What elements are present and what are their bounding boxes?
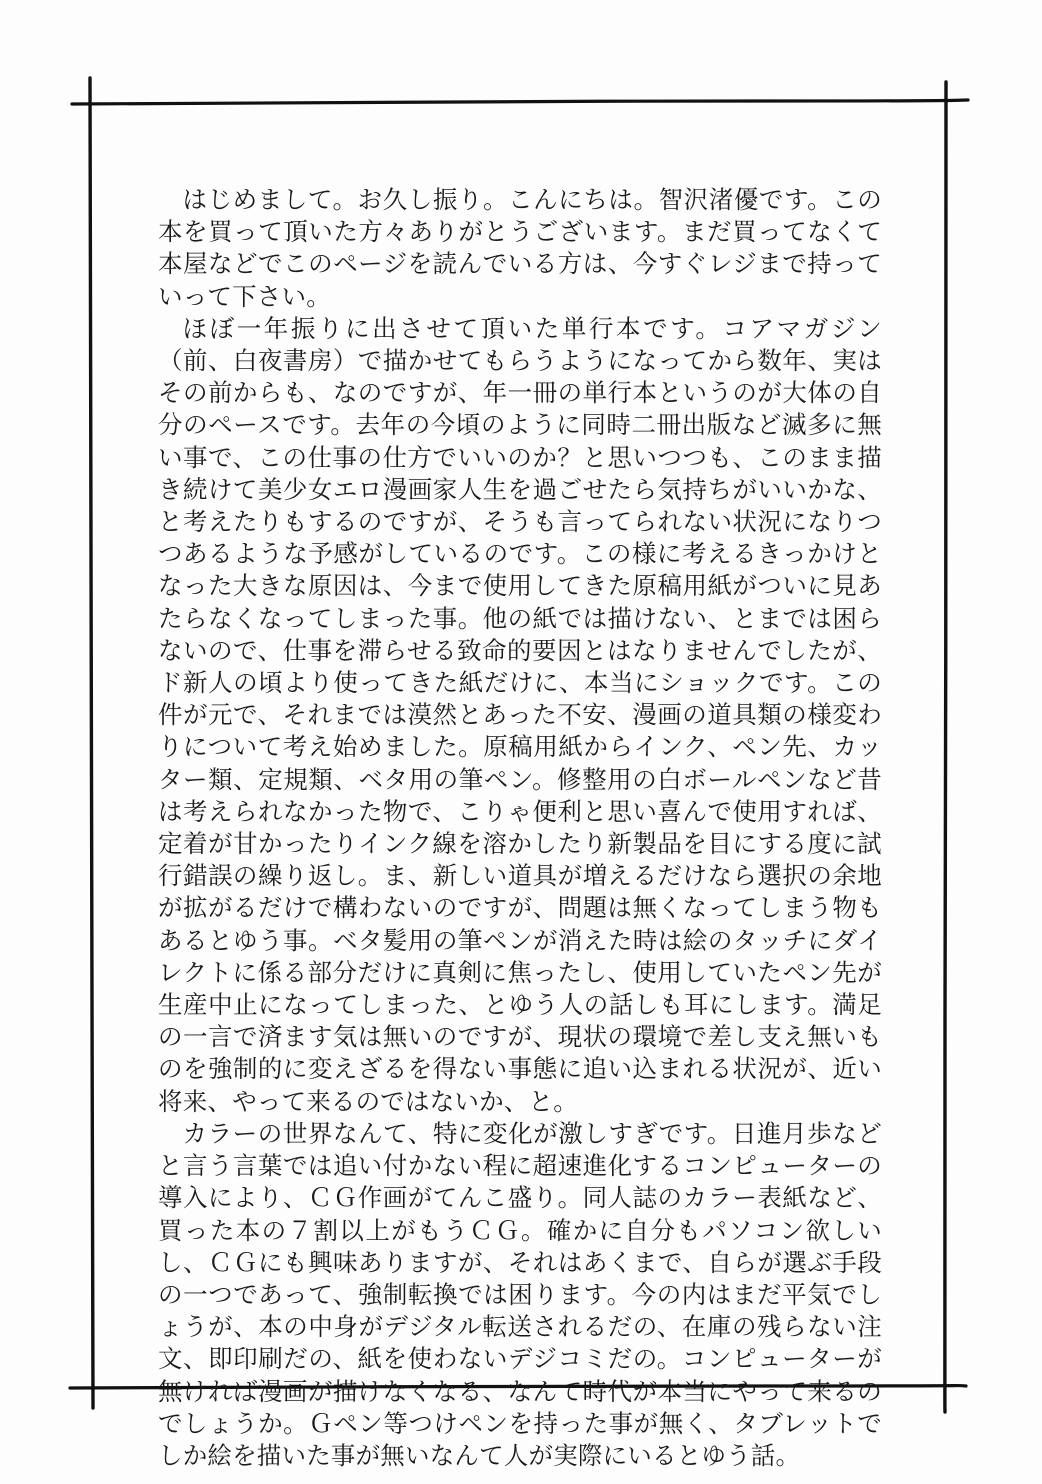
afterword-paragraph-3: カラーの世界なんて、特に変化が激しすぎです。日進月歩などと言う言葉では追い付かない程に超速進化するコンピューターの導入により、ＣＧ作画がてんこ盛り。同人誌のカラー表紙など、買った本の７割以上がもうＣＧ。確かに自分もパソコン欲しいし、ＣＧにも興味ありますが、それはあくまで、自らが選ぶ手段の一つであって、強制転換では困ります。今の内はまだ平気でしょうが、本の中身がデジタル転送されるだの、在庫の残らない注文、即印刷だの、紙を使わないデジコミだの。コンピューターが無ければ漫画が描けなくなる、なんて時代が本当にやって来るのでしょうか。Ｇペン等つけペンを持った事が無く、タブレットでしか絵を描いた事が無いなんて人が実際にいるとゆう話。	[158, 1118, 882, 1470]
frame-right-line	[944, 82, 946, 1412]
afterword-paragraph-2: ほぼ一年振りに出させて頂いた単行本です。コアマガジン（前、白夜書房）で描かせてもらうようになってから数年、実はその前からも、なのですが、年一冊の単行本というのが大体の自分のペースです。去年の今頃のように同時二冊出版など滅多に無い事で、この仕事の仕方でいいのか？と思いつつも、このまま描き続けて美少女エロ漫画家人生を過ごせたら気持ちがいいかな、と考えたりもするのですが、そうも言ってられない状況になりつつあるような予感がしているのです。この様に考えるきっかけとなった大きな原因は、今まで使用してきた原稿用紙がついに見あたらなくなってしまった事。他の紙では描けない、とまでは困らないので、仕事を滞らせる致命的要因とはなりませんでしたが、ド新人の頃より使ってきた紙だけに、本当にショックです。この件が元で、それまでは漠然とあった不安、漫画の道具類の様変わりについて考え始めました。原稿用紙からインク、ペン先、カッター類、定規類、ベタ用の筆ペン。修整用の白ボールペンなど昔は考えられなかった物で、こりゃ便利と思い喜んで使用すれば、定着が甘かったりインク線を溶かしたり新製品を目にする度に試行錯誤の繰り返し。ま、新しい道具が増えるだけなら選択の余地が拡がるだけで構わないのですが、問題は無くなってしまう物もあるとゆう事。ベタ髪用の筆ペンが消えた時は絵のタッチにダイレクトに係る部分だけに真剣に焦ったし、使用していたペン先が生産中止になってしまった、とゆう人の話しも耳にします。満足の一言で済ます気は無いのですが、現状の環境で差し支え無いものを強制的に変えざるを得ない事態に追い込まれる状況が、近い将来、やって来るのではないか、と。	[158, 313, 882, 1116]
frame-left-line	[90, 78, 93, 1408]
frame-top-line	[72, 100, 968, 104]
afterword-text	[158, 184, 882, 1472]
afterword-paragraph-1: はじめまして。お久し振り。こんにちは。智沢渚優です。この本を買って頂いた方々ありがとうございます。まだ買ってなくて本屋などでこのページを読んでいる方は、今すぐレジまで持っていって下さい。	[158, 185, 882, 311]
